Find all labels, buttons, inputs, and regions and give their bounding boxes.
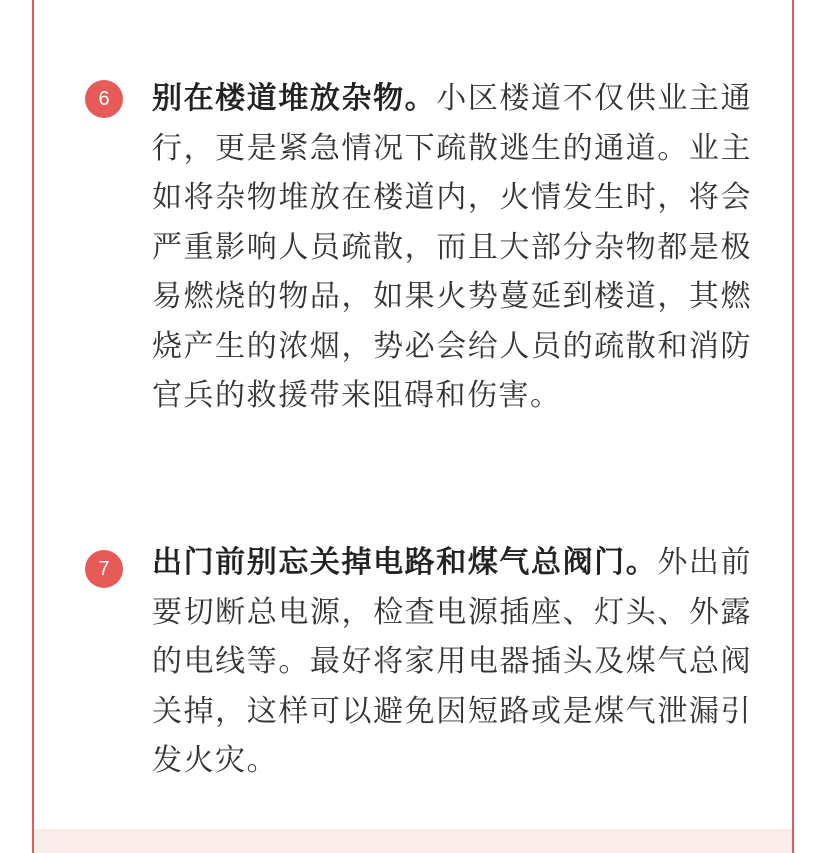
tip-number-badge: 6 [85,80,123,118]
tip-title: 出门前别忘关掉电路和煤气总阀门。 [152,545,658,580]
tip-body: 外出前要切断总电源，检查电源插座、灯头、外露的电线等。最好将家用电器插头及煤气总阀关掉，这样可以避免因短路或是煤气泄漏引发火灾。 [152,545,753,778]
tip-paragraph [152,538,752,786]
tip-number-badge: 7 [85,550,123,588]
tip-body: 小区楼道不仅供业主通行，更是紧急情况下疏散逃生的通道。业主如将杂物堆放在楼道内，火情发生时，将会严重影响人员疏散，而且大部分杂物都是极易燃烧的物品，如果火势蔓延到楼道，其燃烧产生的浓烟，势必会给人员的疏散和消防官兵的救援带来阻碍和伤害。 [152,81,752,413]
tip-title: 别在楼道堆放杂物。 [152,81,437,116]
card-footer-band [34,829,792,853]
tips-card [32,0,794,853]
tip-paragraph [152,74,752,421]
